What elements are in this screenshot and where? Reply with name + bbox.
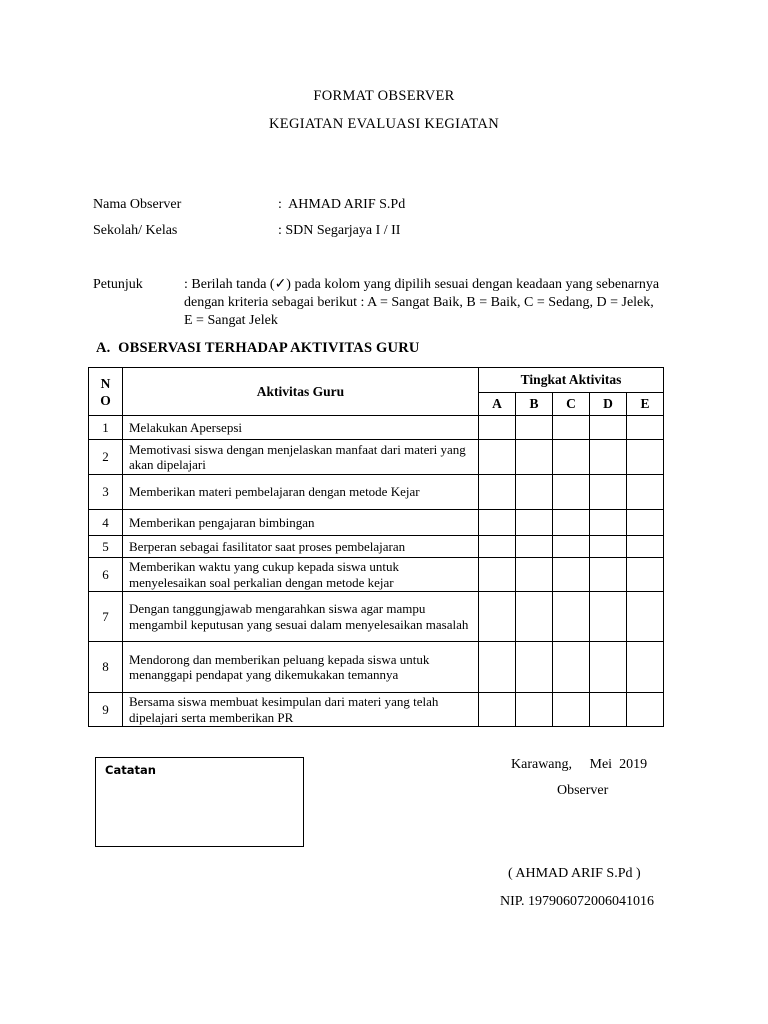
signatory-name: ( AHMAD ARIF S.Pd ) bbox=[508, 866, 641, 881]
rating-cell-d[interactable] bbox=[590, 642, 627, 693]
activity-cell: Berperan sebagai fasilitator saat proses pembelajaran bbox=[123, 536, 479, 558]
rating-cell-d[interactable] bbox=[590, 592, 627, 642]
row-number: 5 bbox=[89, 536, 123, 558]
rating-cell-b[interactable] bbox=[516, 416, 553, 440]
observation-table bbox=[88, 367, 664, 727]
rating-header-e: E bbox=[627, 393, 664, 416]
rating-cell-a[interactable] bbox=[479, 536, 516, 558]
rating-cell-e[interactable] bbox=[627, 510, 664, 536]
document-subtitle: KEGIATAN EVALUASI KEGIATAN bbox=[269, 116, 499, 132]
rating-cell-a[interactable] bbox=[479, 440, 516, 475]
rating-cell-b[interactable] bbox=[516, 642, 553, 693]
document-title: FORMAT OBSERVER bbox=[313, 88, 455, 104]
rating-cell-e[interactable] bbox=[627, 416, 664, 440]
row-number: 6 bbox=[89, 558, 123, 592]
row-number: 1 bbox=[89, 416, 123, 440]
row-number: 3 bbox=[89, 475, 123, 510]
school-label: Sekolah/ Kelas bbox=[93, 223, 178, 238]
notes-box[interactable] bbox=[95, 757, 304, 847]
rating-header-d: D bbox=[590, 393, 627, 416]
activity-cell: Mendorong dan memberikan peluang kepada siswa untuk menanggapi pendapat yang dikemukakan temannya bbox=[123, 642, 479, 693]
rating-header-c: C bbox=[553, 393, 590, 416]
observer-value: : AHMAD ARIF S.Pd bbox=[278, 197, 406, 212]
table-row bbox=[89, 558, 664, 592]
rating-cell-b[interactable] bbox=[516, 693, 553, 727]
rating-cell-d[interactable] bbox=[590, 693, 627, 727]
place-date: Karawang, Mei 2019 bbox=[511, 757, 648, 772]
rating-cell-e[interactable] bbox=[627, 592, 664, 642]
rating-cell-e[interactable] bbox=[627, 558, 664, 592]
table-row bbox=[89, 536, 664, 558]
rating-cell-d[interactable] bbox=[590, 475, 627, 510]
table-row bbox=[89, 693, 664, 727]
row-number: 4 bbox=[89, 510, 123, 536]
activity-cell: Memberikan waktu yang cukup kepada siswa untuk menyelesaikan soal perkalian dengan metode kejar bbox=[123, 558, 479, 592]
activity-cell: Dengan tanggungjawab mengarahkan siswa agar mampu mengambil keputusan yang sesuai dalam menyelesaikan masalah bbox=[123, 592, 479, 642]
rating-cell-b[interactable] bbox=[516, 475, 553, 510]
activity-cell: Melakukan Apersepsi bbox=[123, 416, 479, 440]
table-row bbox=[89, 510, 664, 536]
row-number: 7 bbox=[89, 592, 123, 642]
no-header: N O bbox=[89, 368, 123, 416]
rating-cell-e[interactable] bbox=[627, 642, 664, 693]
row-number: 9 bbox=[89, 693, 123, 727]
rating-cell-d[interactable] bbox=[590, 440, 627, 475]
rating-cell-c[interactable] bbox=[553, 558, 590, 592]
rating-cell-c[interactable] bbox=[553, 536, 590, 558]
rating-cell-c[interactable] bbox=[553, 416, 590, 440]
table-row bbox=[89, 475, 664, 510]
notes-label: Catatan bbox=[105, 763, 156, 777]
rating-cell-d[interactable] bbox=[590, 558, 627, 592]
table-row bbox=[89, 592, 664, 642]
instructions-text: : Berilah tanda (✓) pada kolom yang dipilih sesuai dengan keadaan yang sebenarnya dengan kriteria sebagai berikut : A = Sangat Baik, B = Baik, C = Sedang, D = Jelek, E = Sangat Jelek bbox=[184, 277, 660, 328]
table-row bbox=[89, 440, 664, 475]
table-row bbox=[89, 642, 664, 693]
rating-cell-c[interactable] bbox=[553, 440, 590, 475]
activity-cell: Memberikan pengajaran bimbingan bbox=[123, 510, 479, 536]
section-title: A. OBSERVASI TERHADAP AKTIVITAS GURU bbox=[96, 340, 420, 356]
level-header: Tingkat Aktivitas bbox=[479, 368, 664, 393]
rating-cell-a[interactable] bbox=[479, 693, 516, 727]
observer-label: Nama Observer bbox=[93, 197, 182, 212]
rating-cell-a[interactable] bbox=[479, 592, 516, 642]
rating-cell-b[interactable] bbox=[516, 536, 553, 558]
instructions-label: Petunjuk bbox=[93, 277, 143, 292]
rating-cell-d[interactable] bbox=[590, 510, 627, 536]
rating-cell-b[interactable] bbox=[516, 558, 553, 592]
rating-cell-a[interactable] bbox=[479, 475, 516, 510]
activity-cell: Memberikan materi pembelajaran dengan metode Kejar bbox=[123, 475, 479, 510]
rating-cell-c[interactable] bbox=[553, 693, 590, 727]
rating-cell-c[interactable] bbox=[553, 642, 590, 693]
row-number: 2 bbox=[89, 440, 123, 475]
observer-role: Observer bbox=[557, 783, 609, 798]
rating-cell-d[interactable] bbox=[590, 416, 627, 440]
rating-cell-c[interactable] bbox=[553, 592, 590, 642]
rating-cell-a[interactable] bbox=[479, 642, 516, 693]
activity-cell: Memotivasi siswa dengan menjelaskan manfaat dari materi yang akan dipelajari bbox=[123, 440, 479, 475]
rating-cell-e[interactable] bbox=[627, 440, 664, 475]
rating-cell-b[interactable] bbox=[516, 592, 553, 642]
rating-cell-e[interactable] bbox=[627, 693, 664, 727]
rating-cell-d[interactable] bbox=[590, 536, 627, 558]
rating-cell-b[interactable] bbox=[516, 510, 553, 536]
rating-cell-e[interactable] bbox=[627, 475, 664, 510]
rating-cell-e[interactable] bbox=[627, 536, 664, 558]
rating-cell-a[interactable] bbox=[479, 558, 516, 592]
rating-cell-a[interactable] bbox=[479, 510, 516, 536]
table-row bbox=[89, 416, 664, 440]
activity-header: Aktivitas Guru bbox=[123, 368, 479, 416]
rating-cell-c[interactable] bbox=[553, 475, 590, 510]
row-number: 8 bbox=[89, 642, 123, 693]
activity-cell: Bersama siswa membuat kesimpulan dari materi yang telah dipelajari serta memberikan PR bbox=[123, 693, 479, 727]
rating-cell-c[interactable] bbox=[553, 510, 590, 536]
rating-header-b: B bbox=[516, 393, 553, 416]
rating-cell-a[interactable] bbox=[479, 416, 516, 440]
school-value: : SDN Segarjaya I / II bbox=[278, 223, 401, 238]
rating-cell-b[interactable] bbox=[516, 440, 553, 475]
signatory-nip: NIP. 197906072006041016 bbox=[500, 894, 655, 909]
rating-header-a: A bbox=[479, 393, 516, 416]
